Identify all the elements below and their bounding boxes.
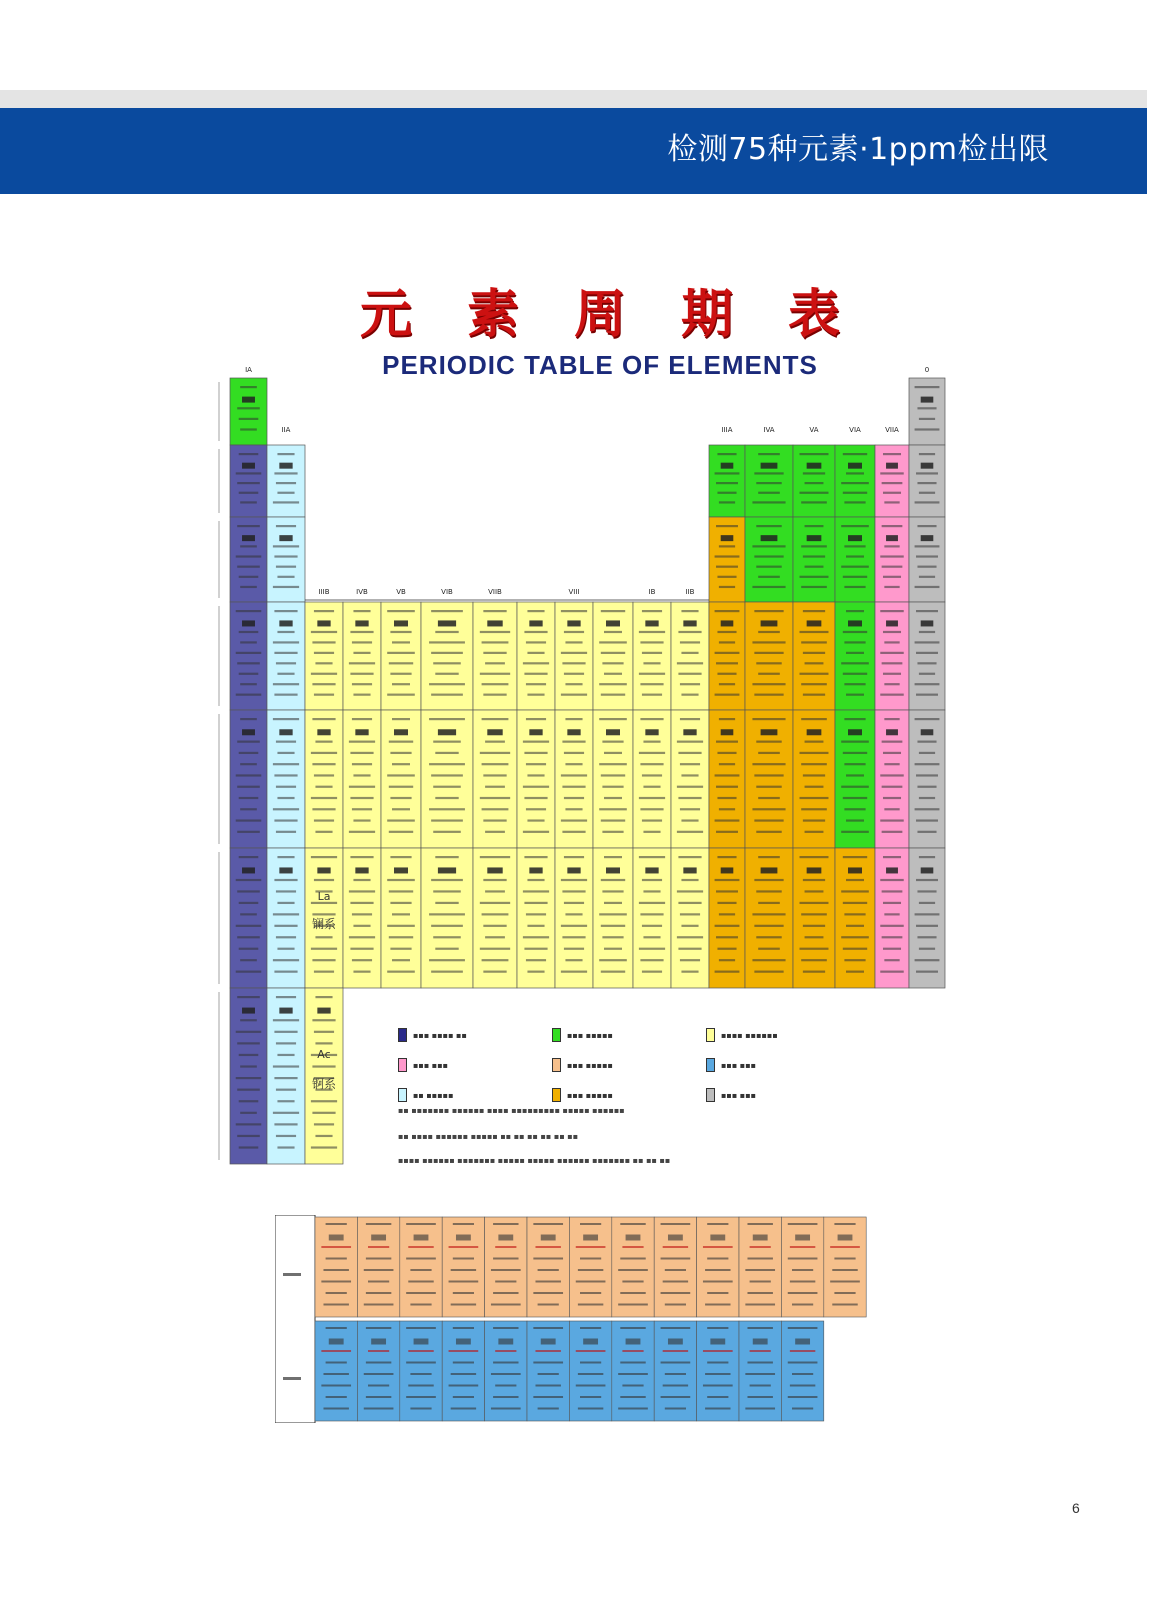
element-cell <box>671 602 709 710</box>
page-number: 6 <box>1072 1500 1080 1516</box>
element-cell <box>875 710 909 848</box>
element-cell <box>709 517 745 602</box>
group-label: VIB <box>441 588 453 596</box>
element-cell <box>909 445 945 517</box>
element-cell <box>793 602 835 710</box>
element-cell <box>909 602 945 710</box>
actinide-label: 锕系 <box>311 1077 337 1091</box>
element-cell <box>745 445 793 517</box>
element-cell <box>555 602 593 710</box>
group-label: IVB <box>356 588 368 596</box>
element-cell <box>230 445 267 517</box>
lanthanide-actinide-table-image <box>275 1215 877 1423</box>
element-cell <box>709 710 745 848</box>
series-element-cell <box>781 1321 823 1421</box>
lanthanide-symbol: La <box>317 890 331 903</box>
actinide-symbol: Ac <box>317 1048 331 1061</box>
element-cell <box>909 848 945 988</box>
legend-item: ▪▪▪ ▪▪▪ <box>398 1058 518 1072</box>
legend-item: ▪▪▪ ▪▪▪▪ ▪▪ <box>398 1028 518 1042</box>
legend-item: ▪▪▪▪ ▪▪▪▪▪▪ <box>706 1028 826 1042</box>
element-cell <box>421 848 473 988</box>
group-label: VIIA <box>885 426 899 434</box>
element-cell <box>343 848 381 988</box>
series-element-cell <box>442 1217 484 1317</box>
element-cell <box>267 445 305 517</box>
group-label: IIIA <box>721 426 733 434</box>
element-cell <box>633 710 671 848</box>
element-cell <box>305 710 343 848</box>
legend-item: ▪▪▪ ▪▪▪ <box>706 1088 826 1102</box>
header-title: 检测75种元素·1ppm检出限 <box>667 132 1049 167</box>
series-element-cell <box>781 1217 823 1317</box>
element-cell <box>517 602 555 710</box>
element-cell <box>875 602 909 710</box>
legend-note: ▪▪▪▪ ▪▪▪▪▪▪ ▪▪▪▪▪▪▪ ▪▪▪▪▪ ▪▪▪▪▪ ▪▪▪▪▪▪ ▪▪▪▪▪▪▪ ▪▪ ▪▪ ▪▪ <box>398 1156 671 1165</box>
element-cell <box>555 848 593 988</box>
group-label: IA <box>245 366 252 374</box>
element-cell <box>343 710 381 848</box>
element-cell <box>517 848 555 988</box>
title-char: 素 <box>466 284 519 345</box>
element-cell <box>745 602 793 710</box>
title-char: 表 <box>787 284 840 345</box>
group-label: IIB <box>685 588 695 596</box>
header-banner <box>0 108 1147 194</box>
series-element-cell <box>569 1321 611 1421</box>
element-cell <box>381 602 421 710</box>
element-cell <box>305 988 343 1164</box>
series-element-cell <box>442 1321 484 1421</box>
series-element-cell <box>527 1217 569 1317</box>
element-cell <box>517 710 555 848</box>
element-cell <box>835 445 875 517</box>
series-element-cell <box>315 1321 357 1421</box>
element-cell <box>709 445 745 517</box>
series-element-cell <box>485 1321 527 1421</box>
element-cell <box>745 710 793 848</box>
element-cell <box>267 517 305 602</box>
group-label: IB <box>648 588 656 596</box>
series-element-cell <box>357 1217 399 1317</box>
legend-note: ▪▪ ▪▪▪▪▪▪▪ ▪▪▪▪▪▪ ▪▪▪▪ ▪▪▪▪▪▪▪▪▪ ▪▪▪▪▪ ▪▪▪▪▪▪ <box>398 1106 625 1115</box>
element-cell <box>593 710 633 848</box>
series-element-cell <box>357 1321 399 1421</box>
group-label: VB <box>396 588 406 596</box>
group-label: VIIB <box>488 588 502 596</box>
element-cell <box>230 988 267 1164</box>
element-cell <box>875 848 909 988</box>
element-cell <box>593 848 633 988</box>
top-gray-band <box>0 90 1147 108</box>
series-element-cell <box>569 1217 611 1317</box>
series-element-cell <box>612 1217 654 1317</box>
element-cell <box>835 848 875 988</box>
element-cell <box>230 602 267 710</box>
element-cell <box>230 848 267 988</box>
series-element-cell <box>739 1321 781 1421</box>
element-cell <box>381 710 421 848</box>
series-element-cell <box>654 1217 696 1317</box>
group-label: IIA <box>281 426 291 434</box>
element-cell <box>230 517 267 602</box>
group-label: IVA <box>763 426 775 434</box>
element-cell <box>745 848 793 988</box>
element-cell <box>671 848 709 988</box>
element-cell <box>909 710 945 848</box>
group-label: IIIB <box>318 588 330 596</box>
series-element-cell <box>739 1217 781 1317</box>
element-cell <box>381 848 421 988</box>
series-element-cell <box>654 1321 696 1421</box>
element-cell <box>875 445 909 517</box>
element-cell <box>267 710 305 848</box>
element-cell <box>793 848 835 988</box>
series-element-cell <box>400 1321 442 1421</box>
series-element-cell <box>612 1321 654 1421</box>
element-cell <box>709 848 745 988</box>
series-element-cell <box>400 1217 442 1317</box>
series-element-cell <box>697 1321 739 1421</box>
element-cell <box>473 710 517 848</box>
legend-item: ▪▪▪ ▪▪▪▪▪ <box>552 1088 672 1102</box>
series-element-cell <box>315 1217 357 1317</box>
element-cell <box>267 848 305 988</box>
element-cell <box>230 378 267 445</box>
element-cell <box>909 517 945 602</box>
legend-item: ▪▪ ▪▪▪▪▪ <box>398 1088 518 1102</box>
element-cell <box>633 602 671 710</box>
group-label: VIA <box>849 426 861 434</box>
series-element-cell <box>697 1217 739 1317</box>
legend <box>398 1020 958 1110</box>
element-cell <box>305 602 343 710</box>
element-cell <box>555 710 593 848</box>
series-element-cell <box>527 1321 569 1421</box>
element-cell <box>421 710 473 848</box>
periodic-table-title-cn <box>360 272 840 347</box>
element-cell <box>267 988 305 1164</box>
element-cell <box>473 848 517 988</box>
element-cell <box>793 445 835 517</box>
element-cell <box>793 710 835 848</box>
series-element-cell <box>824 1217 866 1317</box>
legend-item: ▪▪▪ ▪▪▪▪▪ <box>552 1028 672 1042</box>
group-label: VA <box>809 426 819 434</box>
element-cell <box>875 517 909 602</box>
element-cell <box>671 710 709 848</box>
element-cell <box>473 602 517 710</box>
element-cell <box>793 517 835 602</box>
element-cell <box>593 602 633 710</box>
series-element-cell <box>485 1217 527 1317</box>
title-char: 元 <box>360 284 413 345</box>
element-cell <box>343 602 381 710</box>
element-cell <box>267 602 305 710</box>
element-cell <box>709 602 745 710</box>
legend-item: ▪▪▪ ▪▪▪ <box>706 1058 826 1072</box>
element-cell <box>421 602 473 710</box>
element-cell <box>745 517 793 602</box>
legend-item: ▪▪▪ ▪▪▪▪▪ <box>552 1058 672 1072</box>
element-cell <box>909 378 945 445</box>
legend-note: ▪▪ ▪▪▪▪ ▪▪▪▪▪▪ ▪▪▪▪▪ ▪▪ ▪▪ ▪▪ ▪▪ ▪▪ ▪▪ <box>398 1132 579 1141</box>
element-cell <box>835 602 875 710</box>
element-cell <box>230 710 267 848</box>
title-char: 期 <box>680 284 733 345</box>
element-cell <box>835 517 875 602</box>
element-cell <box>835 710 875 848</box>
title-char: 周 <box>573 284 626 345</box>
periodic-table-title-en: PERIODIC TABLE OF ELEMENTS <box>382 350 818 380</box>
group-label: VIII <box>568 588 580 596</box>
group-label: 0 <box>924 366 930 374</box>
element-cell <box>633 848 671 988</box>
lanthanide-label: 镧系 <box>311 917 337 931</box>
